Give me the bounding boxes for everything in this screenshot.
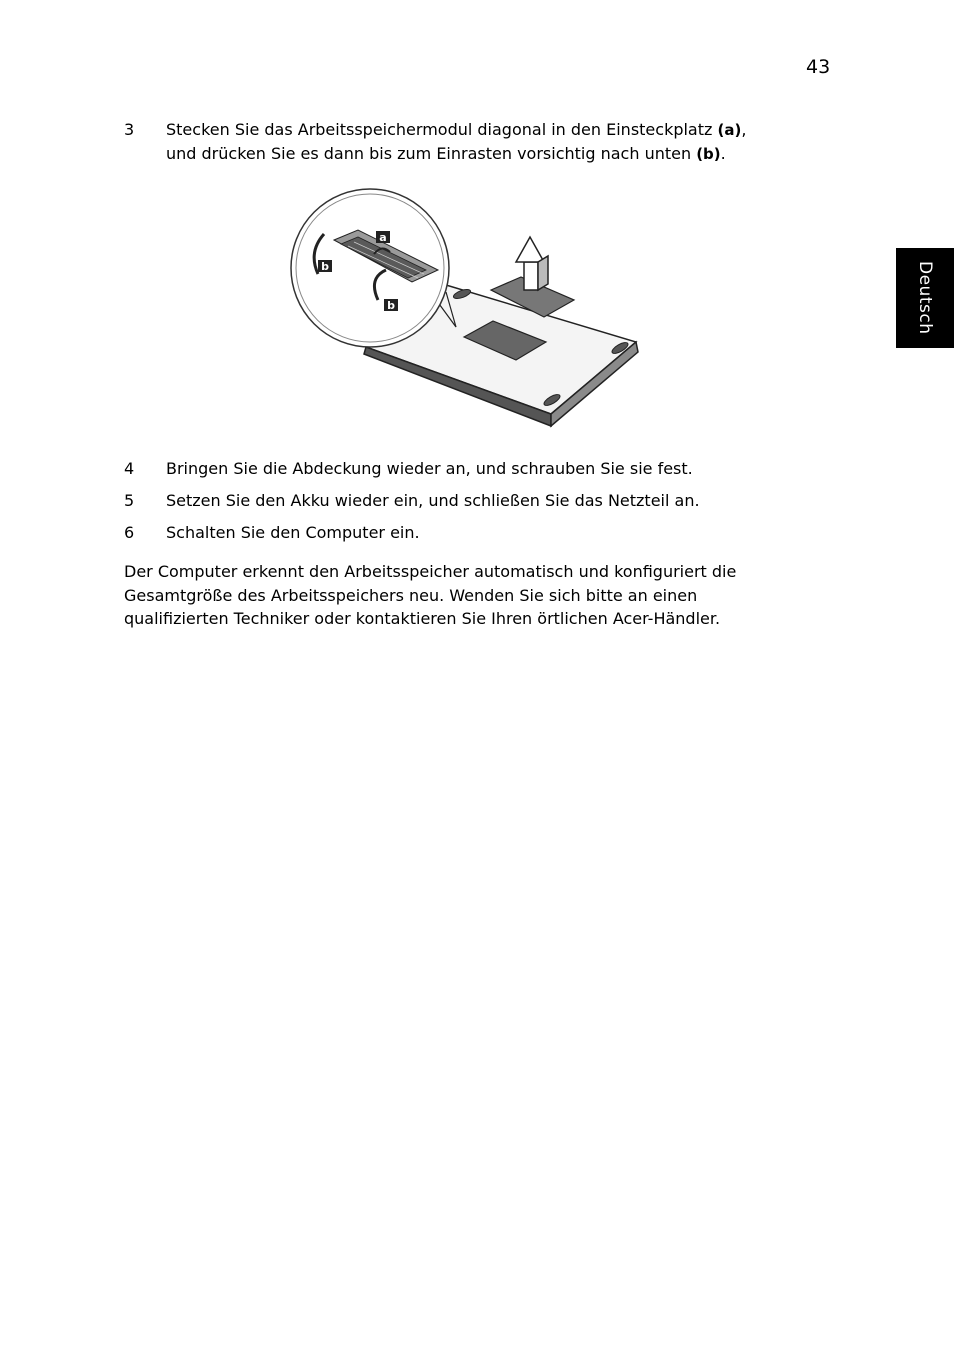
step-number: 5: [124, 491, 135, 510]
step-number: 3: [124, 120, 135, 139]
paragraph-line: Der Computer erkennt den Arbeitsspeicher automatisch und konfiguriert die: [124, 562, 737, 581]
step-text: Setzen Sie den Akku wieder ein, und schließen Sie das Netzteil an.: [166, 491, 700, 510]
label-b-2: b: [387, 299, 395, 312]
step-text: Bringen Sie die Abdeckung wieder an, und schrauben Sie sie fest.: [166, 459, 693, 478]
body-paragraph: [124, 560, 824, 631]
paragraph-line: qualifizierten Techniker oder kontaktieren Sie Ihren örtlichen Acer-Händler.: [124, 609, 721, 628]
zoom-circle: [291, 189, 449, 347]
page-number: 43: [806, 56, 831, 78]
label-b-box-2: [384, 299, 398, 312]
label-b-box-1: [318, 260, 332, 273]
label-a: a: [379, 231, 387, 244]
step-text: Schalten Sie den Computer ein.: [166, 523, 420, 542]
memory-install-illustration: [286, 182, 646, 438]
language-tab-label: Deutsch: [915, 261, 935, 335]
step-text-line-1: Stecken Sie das Arbeitsspeichermodul diagonal in den Einsteckplatz (a),: [166, 120, 747, 139]
language-tab: [896, 248, 954, 348]
paragraph-line: Gesamtgröße des Arbeitsspeichers neu. Wenden Sie sich bitte an einen: [124, 585, 698, 605]
label-b-1: b: [321, 260, 329, 273]
step-text: [166, 118, 746, 166]
reference-b: (b): [696, 145, 721, 163]
step-text-line-2: und drücken Sie es dann bis zum Einrasten vorsichtig nach unten (b).: [166, 144, 726, 163]
step-number: 6: [124, 523, 135, 542]
reference-a: (a): [717, 121, 742, 139]
step-number: 4: [124, 459, 135, 478]
label-a-box: [376, 231, 390, 244]
